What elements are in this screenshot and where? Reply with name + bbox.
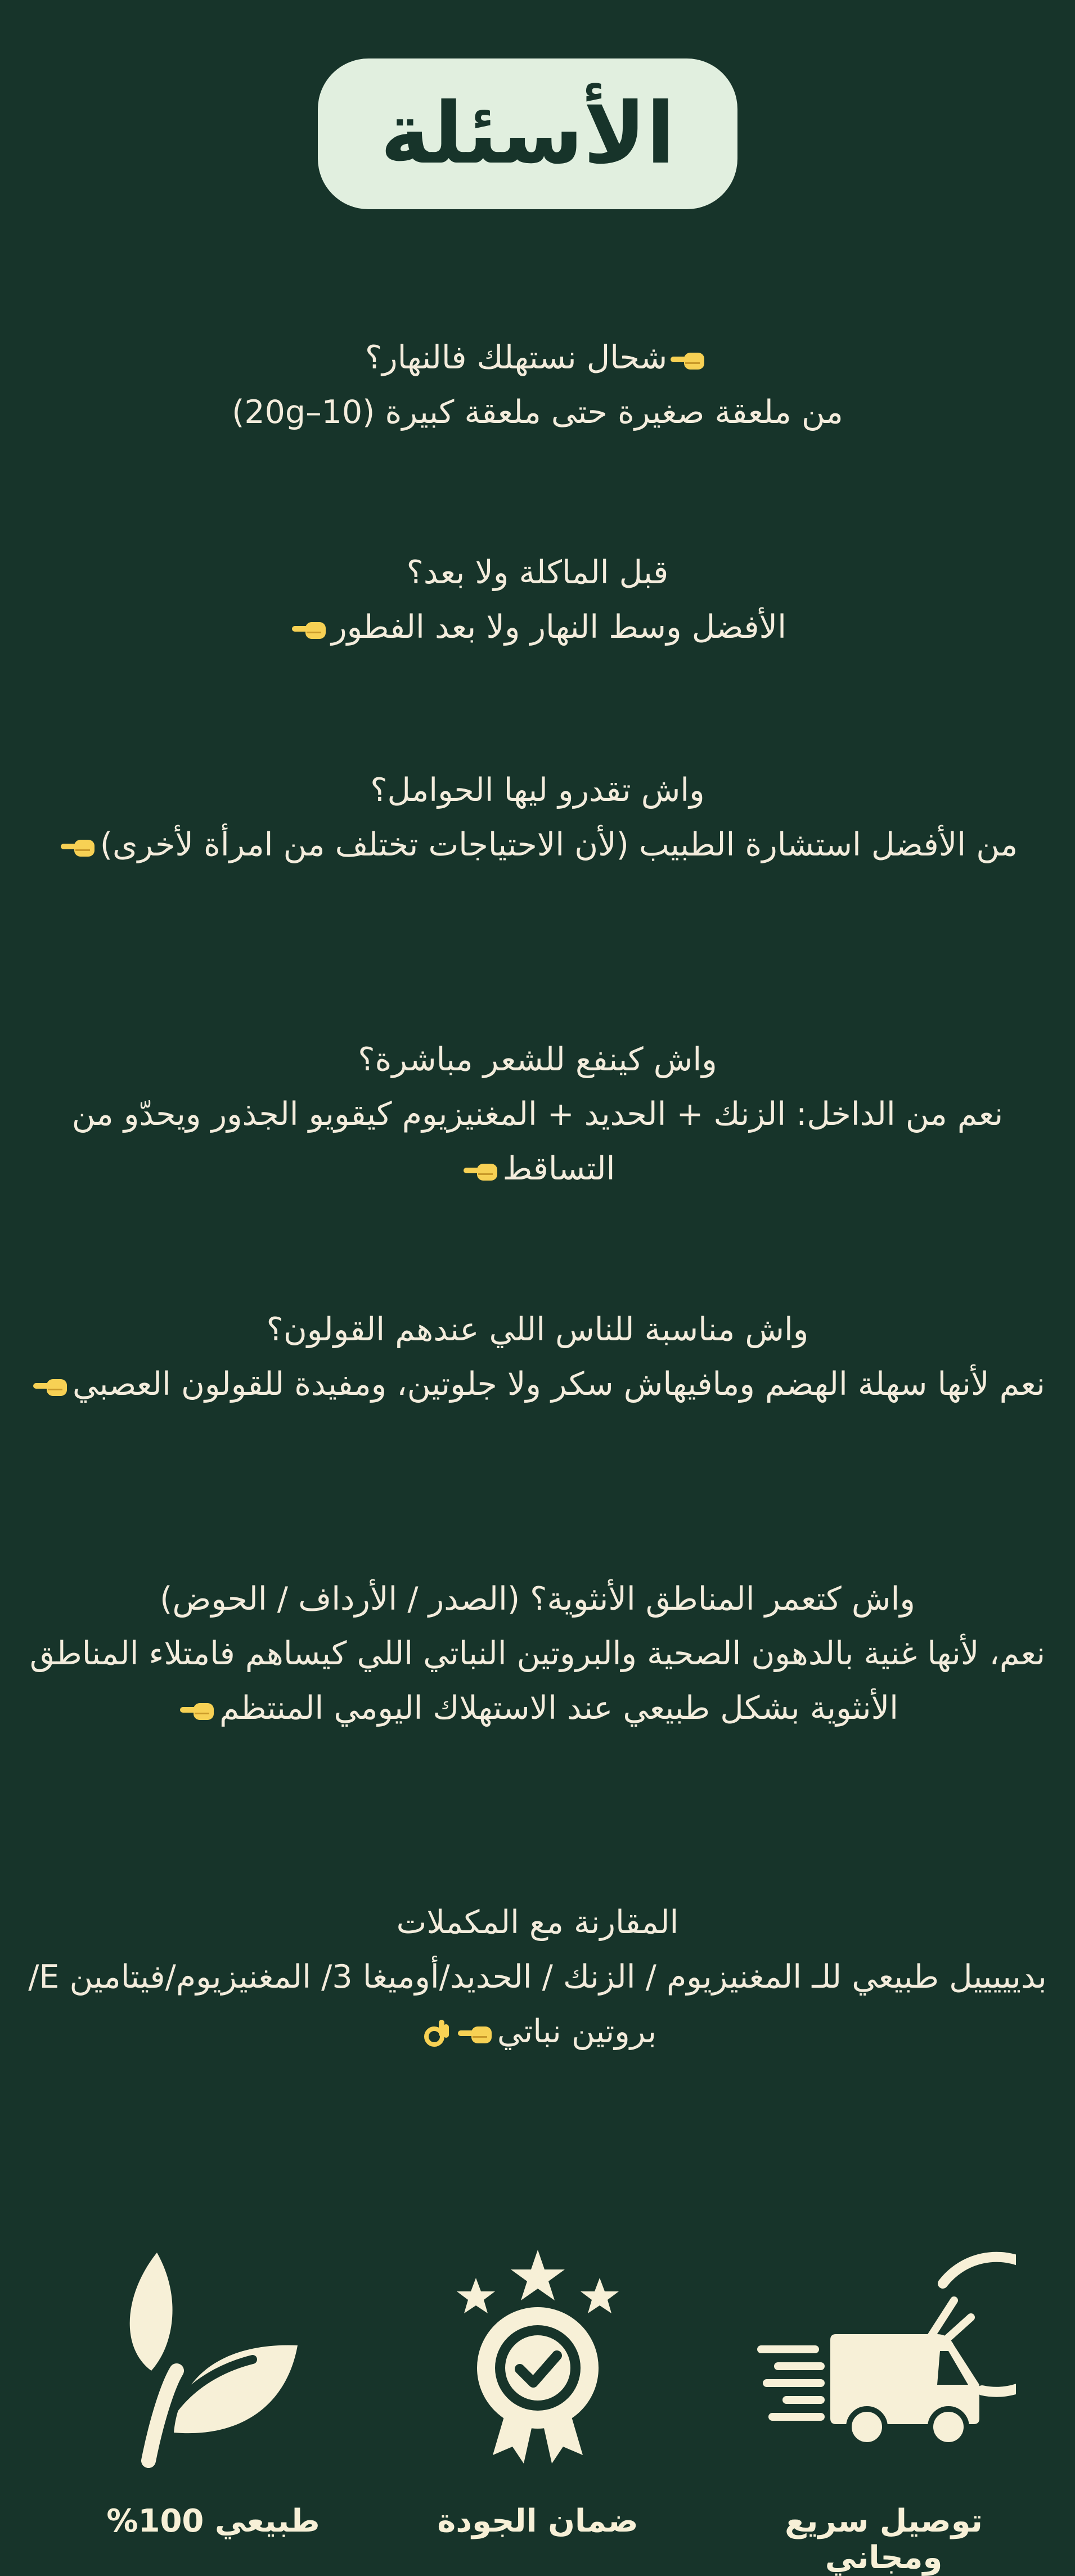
faq-item xyxy=(23,1033,1052,1196)
pointing-hand-icon xyxy=(671,348,707,371)
pointing-hand-icon xyxy=(458,2022,494,2044)
faq-item xyxy=(23,331,1052,440)
leaf-icon xyxy=(67,2244,359,2469)
feature-delivery xyxy=(737,2244,1030,2576)
faq-item xyxy=(23,1303,1052,1412)
pointing-hand-icon xyxy=(61,835,97,858)
faq-answer-text: نعم من الداخل: الزنك + الحديد + المغنيزيوم كيقويو الجذور ويحدّو من التساقط xyxy=(71,1096,1004,1187)
faq-question xyxy=(23,331,1052,385)
faq-answer xyxy=(23,1627,1052,1736)
pointing-hand-icon xyxy=(292,618,328,640)
title-pill xyxy=(318,58,737,209)
feature-quality xyxy=(392,2244,684,2559)
faq-question: واش كينفع للشعر مباشرة؟ xyxy=(358,1041,717,1078)
faq-question: المقارنة مع المكملات xyxy=(396,1904,679,1941)
faq-answer: من ملعقة صغيرة حتى ملعقة كبيرة (10–20g) xyxy=(232,394,843,431)
faq-question: واش كتعمر المناطق الأنثوية؟ (الصدر / الأرداف / الحوض) xyxy=(160,1580,915,1618)
faq-answer xyxy=(23,1950,1052,2059)
faq-answer-text: بديييييل طبيعي للـ المغنيزيوم / الزنك / الحديد/أوميغا 3/ المغنيزيوم/فيتامين E/بروتين نباتي xyxy=(28,1958,1047,2050)
page-title: الأسئلة xyxy=(380,85,676,183)
faq-question: واش تقدرو ليها الحوامل؟ xyxy=(370,772,705,809)
faq-answer xyxy=(23,1357,1052,1412)
faq-item xyxy=(23,1572,1052,1736)
faq-answer xyxy=(23,818,1052,872)
pointing-hand-icon xyxy=(180,1699,216,1721)
faq-item xyxy=(23,1895,1052,2059)
ok-hand-icon xyxy=(423,2017,450,2049)
feature-label: توصيل سريع ومجاني xyxy=(785,2503,983,2576)
faq-answer-text: الأفضل وسط النهار ولا بعد الفطور xyxy=(331,609,786,646)
faq-answer-text: نعم، لأنها غنية بالدهون الصحية والبروتين النباتي اللي كيساهم فامتلاء المناطق الأنثوية بشكل طبيعي عند الاستهلاك اليومي المنتظم xyxy=(29,1635,1046,1727)
pointing-hand-icon xyxy=(464,1159,500,1182)
faq-item xyxy=(23,763,1052,872)
faq-question-text: شحال نستهلك فالنهار؟ xyxy=(365,339,668,376)
faq-answer xyxy=(23,1087,1052,1196)
pointing-hand-icon xyxy=(33,1375,69,1397)
faq-answer xyxy=(23,600,1052,655)
delivery-truck-icon xyxy=(737,2244,1030,2469)
feature-label: طبيعي 100% xyxy=(106,2503,320,2539)
feature-label: ضمان الجودة xyxy=(437,2503,638,2539)
faq-answer-text: نعم لأنها سهلة الهضم ومافيهاش سكر ولا جلوتين، ومفيدة للقولون العصبي xyxy=(73,1366,1045,1403)
faq-item xyxy=(23,546,1052,655)
faq-answer-text: من الأفضل استشارة الطبيب (لأن الاحتياجات تختلف من امرأة لأخرى) xyxy=(100,826,1018,863)
faq-question: واش مناسبة للناس اللي عندهم القولون؟ xyxy=(266,1311,809,1348)
faq-question: قبل الماكلة ولا بعد؟ xyxy=(406,554,669,591)
quality-badge-icon xyxy=(392,2244,684,2469)
feature-natural xyxy=(67,2244,359,2559)
